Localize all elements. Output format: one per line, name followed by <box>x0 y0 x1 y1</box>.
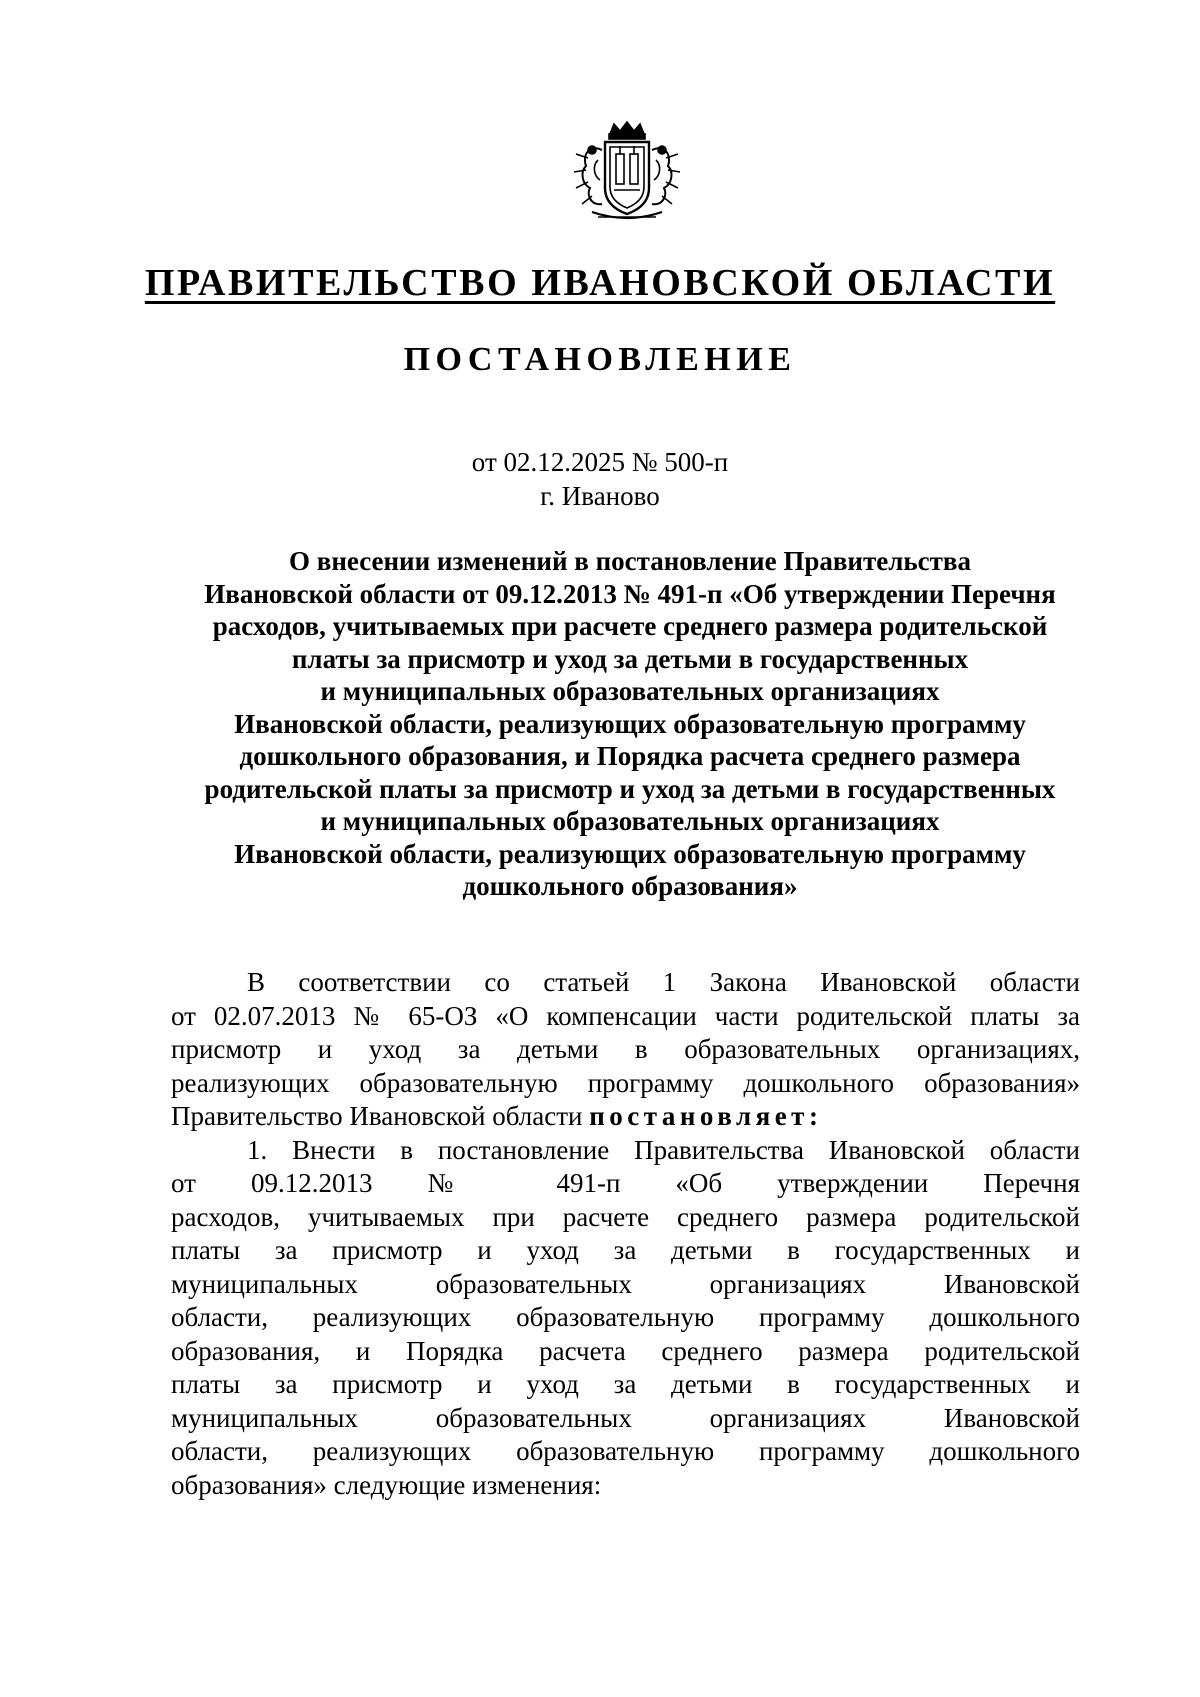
body-line: от 09.12.2013 № 491-п «Об утверждении Перечня <box>171 1168 1080 1198</box>
body-line: В соответствии со статьей 1 Закона Ивановской области <box>247 967 1080 997</box>
title-line: Ивановской области, реализующих образовательную программу <box>234 708 1026 739</box>
body-line: образования, и Порядка расчета среднего размера родительской <box>171 1335 1080 1366</box>
title-line: дошкольного образования» <box>462 871 798 901</box>
title-line: и муниципальных образовательных организациях <box>320 676 940 706</box>
body-line: области, реализующих образовательную программу дошкольного <box>171 1302 1080 1332</box>
title-line: и муниципальных образовательных организациях <box>320 806 940 836</box>
resolves-word: постановляет: <box>589 1101 823 1131</box>
document-type: ПОСТАНОВЛЕНИЕ <box>403 341 797 378</box>
title-line: расходов, учитываемых при расчете среднего размера родительской <box>212 611 1048 641</box>
body-line: расходов, учитываемых при расчете среднего размера родительской <box>171 1201 1080 1232</box>
organization-name-text: ПРАВИТЕЛЬСТВО ИВАНОВСКОЙ ОБЛАСТИ <box>144 262 1056 304</box>
body-line: области, реализующих образовательную программу дошкольного <box>171 1436 1080 1466</box>
title-line: Ивановской области от 09.12.2013 № 491-п «Об утверждении Перечня <box>204 578 1056 609</box>
body-line-text: Правительство Ивановской области <box>171 1101 590 1131</box>
body-line: 1. Внести в постановление Правительства Ивановской области <box>247 1134 1080 1165</box>
body-line: муниципальных образовательных организациях Ивановской <box>171 1268 1080 1299</box>
coat-of-arms-emblem <box>562 120 692 225</box>
document-date-number: от 02.12.2025 № 500-п <box>471 447 729 477</box>
body-line: платы за присмотр и уход за детьми в государственных и <box>171 1369 1080 1399</box>
title-line: платы за присмотр и уход за детьми в государственных <box>291 643 969 674</box>
body-line: образования» следующие изменения: <box>171 1469 602 1500</box>
body-line: реализующих образовательную программу дошкольного образования» <box>171 1067 1080 1098</box>
body-line: платы за присмотр и уход за детьми в государственных и <box>171 1235 1080 1265</box>
title-line: О внесении изменений в постановление Правительства <box>289 546 971 576</box>
title-line: родительской платы за присмотр и уход за детьми в государственных <box>204 773 1056 804</box>
organization-name <box>0 262 1200 306</box>
document-body <box>171 966 1080 1502</box>
title-line: Ивановской области, реализующих образовательную программу <box>234 838 1026 869</box>
body-line: присмотр и уход за детьми в образовательных организациях, <box>171 1034 1080 1064</box>
document-title <box>170 545 1090 903</box>
body-line-resolves <box>171 1100 1080 1134</box>
body-line: от 02.07.2013 № 65-ОЗ «О компенсации части родительской платы за <box>171 1000 1080 1031</box>
body-line: муниципальных образовательных организациях Ивановской <box>171 1402 1080 1433</box>
title-line: дошкольного образования, и Порядка расчета среднего размера <box>239 741 1021 771</box>
document-city: г. Иваново <box>540 481 660 511</box>
